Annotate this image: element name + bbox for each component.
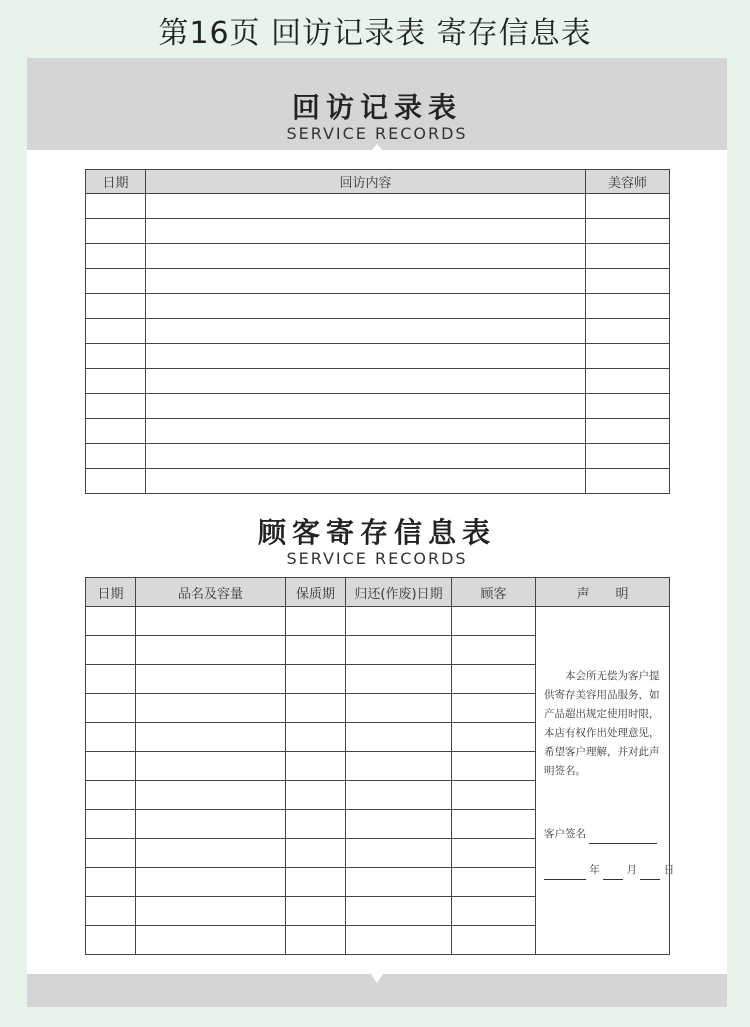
table-cell[interactable]: [452, 694, 536, 723]
table-cell[interactable]: [146, 369, 586, 394]
table-row: [86, 607, 670, 636]
table-cell[interactable]: [346, 897, 452, 926]
table-cell[interactable]: [146, 419, 586, 444]
day-line[interactable]: [640, 869, 660, 880]
table-cell[interactable]: [286, 781, 346, 810]
table-cell[interactable]: [146, 244, 586, 269]
table-cell[interactable]: [586, 319, 670, 344]
table-cell[interactable]: [346, 723, 452, 752]
table-cell[interactable]: [86, 344, 146, 369]
table-row: [86, 219, 670, 244]
table-cell[interactable]: [586, 344, 670, 369]
table-cell[interactable]: [586, 419, 670, 444]
table-cell[interactable]: [586, 194, 670, 219]
declaration-text: 本会所无偿为客户提供寄存美容用品服务，如产品超出规定使用时限，本店有权作出处理意见，希望客户理解，并对此声明签名。: [544, 670, 660, 777]
table-cell[interactable]: [586, 444, 670, 469]
storage-header-row: [86, 578, 670, 607]
table-cell[interactable]: [286, 926, 346, 955]
column-header-declaration: 声 明: [536, 578, 670, 607]
table-cell[interactable]: [346, 926, 452, 955]
table-cell[interactable]: [86, 665, 136, 694]
table-cell[interactable]: [146, 194, 586, 219]
table-cell[interactable]: [346, 839, 452, 868]
page-title: 第16页 回访记录表 寄存信息表: [158, 16, 592, 51]
signature-line[interactable]: [589, 833, 657, 844]
table-cell[interactable]: [136, 839, 286, 868]
column-header-beautician: 美容师: [586, 170, 670, 194]
table-cell[interactable]: [136, 607, 286, 636]
table-cell[interactable]: [286, 810, 346, 839]
table-cell[interactable]: [452, 607, 536, 636]
table-cell[interactable]: [86, 607, 136, 636]
table-cell[interactable]: [286, 694, 346, 723]
storage-info-table: [85, 577, 675, 955]
customer-signature[interactable]: [544, 825, 664, 844]
signature-date[interactable]: [544, 861, 675, 880]
table-cell[interactable]: [346, 781, 452, 810]
table-cell[interactable]: [86, 194, 146, 219]
table-cell[interactable]: [86, 810, 136, 839]
table-row: [86, 444, 670, 469]
table-cell[interactable]: [286, 636, 346, 665]
table-cell[interactable]: [286, 839, 346, 868]
table-row: [86, 394, 670, 419]
table-cell[interactable]: [146, 469, 586, 494]
table-cell[interactable]: [586, 394, 670, 419]
declaration-cell: [536, 607, 675, 955]
table-cell[interactable]: [86, 444, 146, 469]
table-row: [86, 469, 670, 494]
table-cell[interactable]: [286, 752, 346, 781]
table-cell[interactable]: [146, 219, 586, 244]
service-header-row: [86, 170, 670, 194]
table-cell[interactable]: [286, 897, 346, 926]
table-cell[interactable]: [86, 839, 136, 868]
table-cell[interactable]: [86, 419, 146, 444]
month-label: 月: [626, 864, 638, 876]
service-records-subtitle: SERVICE RECORDS: [286, 124, 468, 143]
column-header-product: 品名及容量: [136, 578, 286, 607]
table-cell[interactable]: [452, 868, 536, 897]
table-cell[interactable]: [346, 607, 452, 636]
year-line[interactable]: [544, 869, 586, 880]
column-header-customer: 顾客: [452, 578, 536, 607]
table-cell[interactable]: [136, 897, 286, 926]
table-cell[interactable]: [452, 723, 536, 752]
table-cell[interactable]: [146, 444, 586, 469]
form-sheet: [27, 58, 727, 1007]
table-cell[interactable]: [452, 839, 536, 868]
table-cell[interactable]: [586, 294, 670, 319]
table-row: [86, 369, 670, 394]
header-notch: [371, 144, 383, 151]
table-cell[interactable]: [346, 694, 452, 723]
table-cell[interactable]: [86, 723, 136, 752]
table-cell[interactable]: [86, 319, 146, 344]
table-cell[interactable]: [86, 897, 136, 926]
table-cell[interactable]: [136, 810, 286, 839]
table-cell[interactable]: [86, 752, 136, 781]
table-cell[interactable]: [146, 319, 586, 344]
table-cell[interactable]: [452, 752, 536, 781]
table-row: [86, 194, 670, 219]
month-line[interactable]: [603, 869, 623, 880]
table-cell[interactable]: [86, 244, 146, 269]
table-cell[interactable]: [586, 369, 670, 394]
table-cell[interactable]: [146, 269, 586, 294]
table-cell[interactable]: [86, 394, 146, 419]
table-cell[interactable]: [86, 636, 136, 665]
table-cell[interactable]: [286, 723, 346, 752]
table-cell[interactable]: [452, 810, 536, 839]
storage-info-subtitle: SERVICE RECORDS: [286, 549, 468, 568]
table-row: [86, 319, 670, 344]
table-cell[interactable]: [586, 469, 670, 494]
year-label: 年: [589, 864, 600, 876]
table-cell[interactable]: [86, 694, 136, 723]
table-cell[interactable]: [346, 665, 452, 694]
table-cell[interactable]: [146, 394, 586, 419]
table-cell[interactable]: [136, 926, 286, 955]
column-header-content: 回访内容: [146, 170, 586, 194]
footer-band: [27, 974, 727, 1007]
service-records-table: [85, 169, 670, 494]
footer-notch: [371, 974, 383, 983]
table-cell[interactable]: [86, 219, 146, 244]
column-header-return-date: 归还(作废)日期: [346, 578, 452, 607]
table-row: [86, 269, 670, 294]
table-cell[interactable]: [136, 781, 286, 810]
table-cell[interactable]: [286, 868, 346, 897]
table-cell[interactable]: [346, 868, 452, 897]
table-row: [86, 344, 670, 369]
table-cell[interactable]: [346, 752, 452, 781]
table-cell[interactable]: [452, 781, 536, 810]
table-cell[interactable]: [136, 752, 286, 781]
table-row: [86, 294, 670, 319]
table-cell[interactable]: [452, 897, 536, 926]
table-cell[interactable]: [146, 294, 586, 319]
table-cell[interactable]: [136, 868, 286, 897]
table-cell[interactable]: [586, 269, 670, 294]
storage-info-title: 顾客寄存信息表: [257, 516, 496, 549]
table-cell[interactable]: [136, 694, 286, 723]
table-cell[interactable]: [86, 469, 146, 494]
table-cell[interactable]: [346, 810, 452, 839]
column-header-shelf-life: 保质期: [286, 578, 346, 607]
table-cell[interactable]: [146, 344, 586, 369]
table-cell[interactable]: [452, 636, 536, 665]
table-row: [86, 244, 670, 269]
table-cell[interactable]: [136, 636, 286, 665]
column-header-date: 日期: [86, 578, 136, 607]
table-cell[interactable]: [346, 636, 452, 665]
table-cell[interactable]: [286, 665, 346, 694]
column-header-date: 日期: [86, 170, 146, 194]
table-cell[interactable]: [86, 926, 136, 955]
table-cell[interactable]: [86, 868, 136, 897]
table-cell[interactable]: [86, 369, 146, 394]
service-records-title: 回访记录表: [291, 91, 462, 124]
table-cell[interactable]: [136, 723, 286, 752]
table-cell[interactable]: [286, 607, 346, 636]
table-cell[interactable]: [86, 781, 136, 810]
table-cell[interactable]: [136, 665, 286, 694]
signature-label: 客户签名: [544, 828, 586, 840]
day-label: 日: [663, 864, 675, 876]
table-cell[interactable]: [586, 219, 670, 244]
table-row: [86, 419, 670, 444]
table-cell[interactable]: [452, 665, 536, 694]
table-cell[interactable]: [586, 244, 670, 269]
table-cell[interactable]: [86, 269, 146, 294]
table-cell[interactable]: [86, 294, 146, 319]
table-cell[interactable]: [452, 926, 536, 955]
